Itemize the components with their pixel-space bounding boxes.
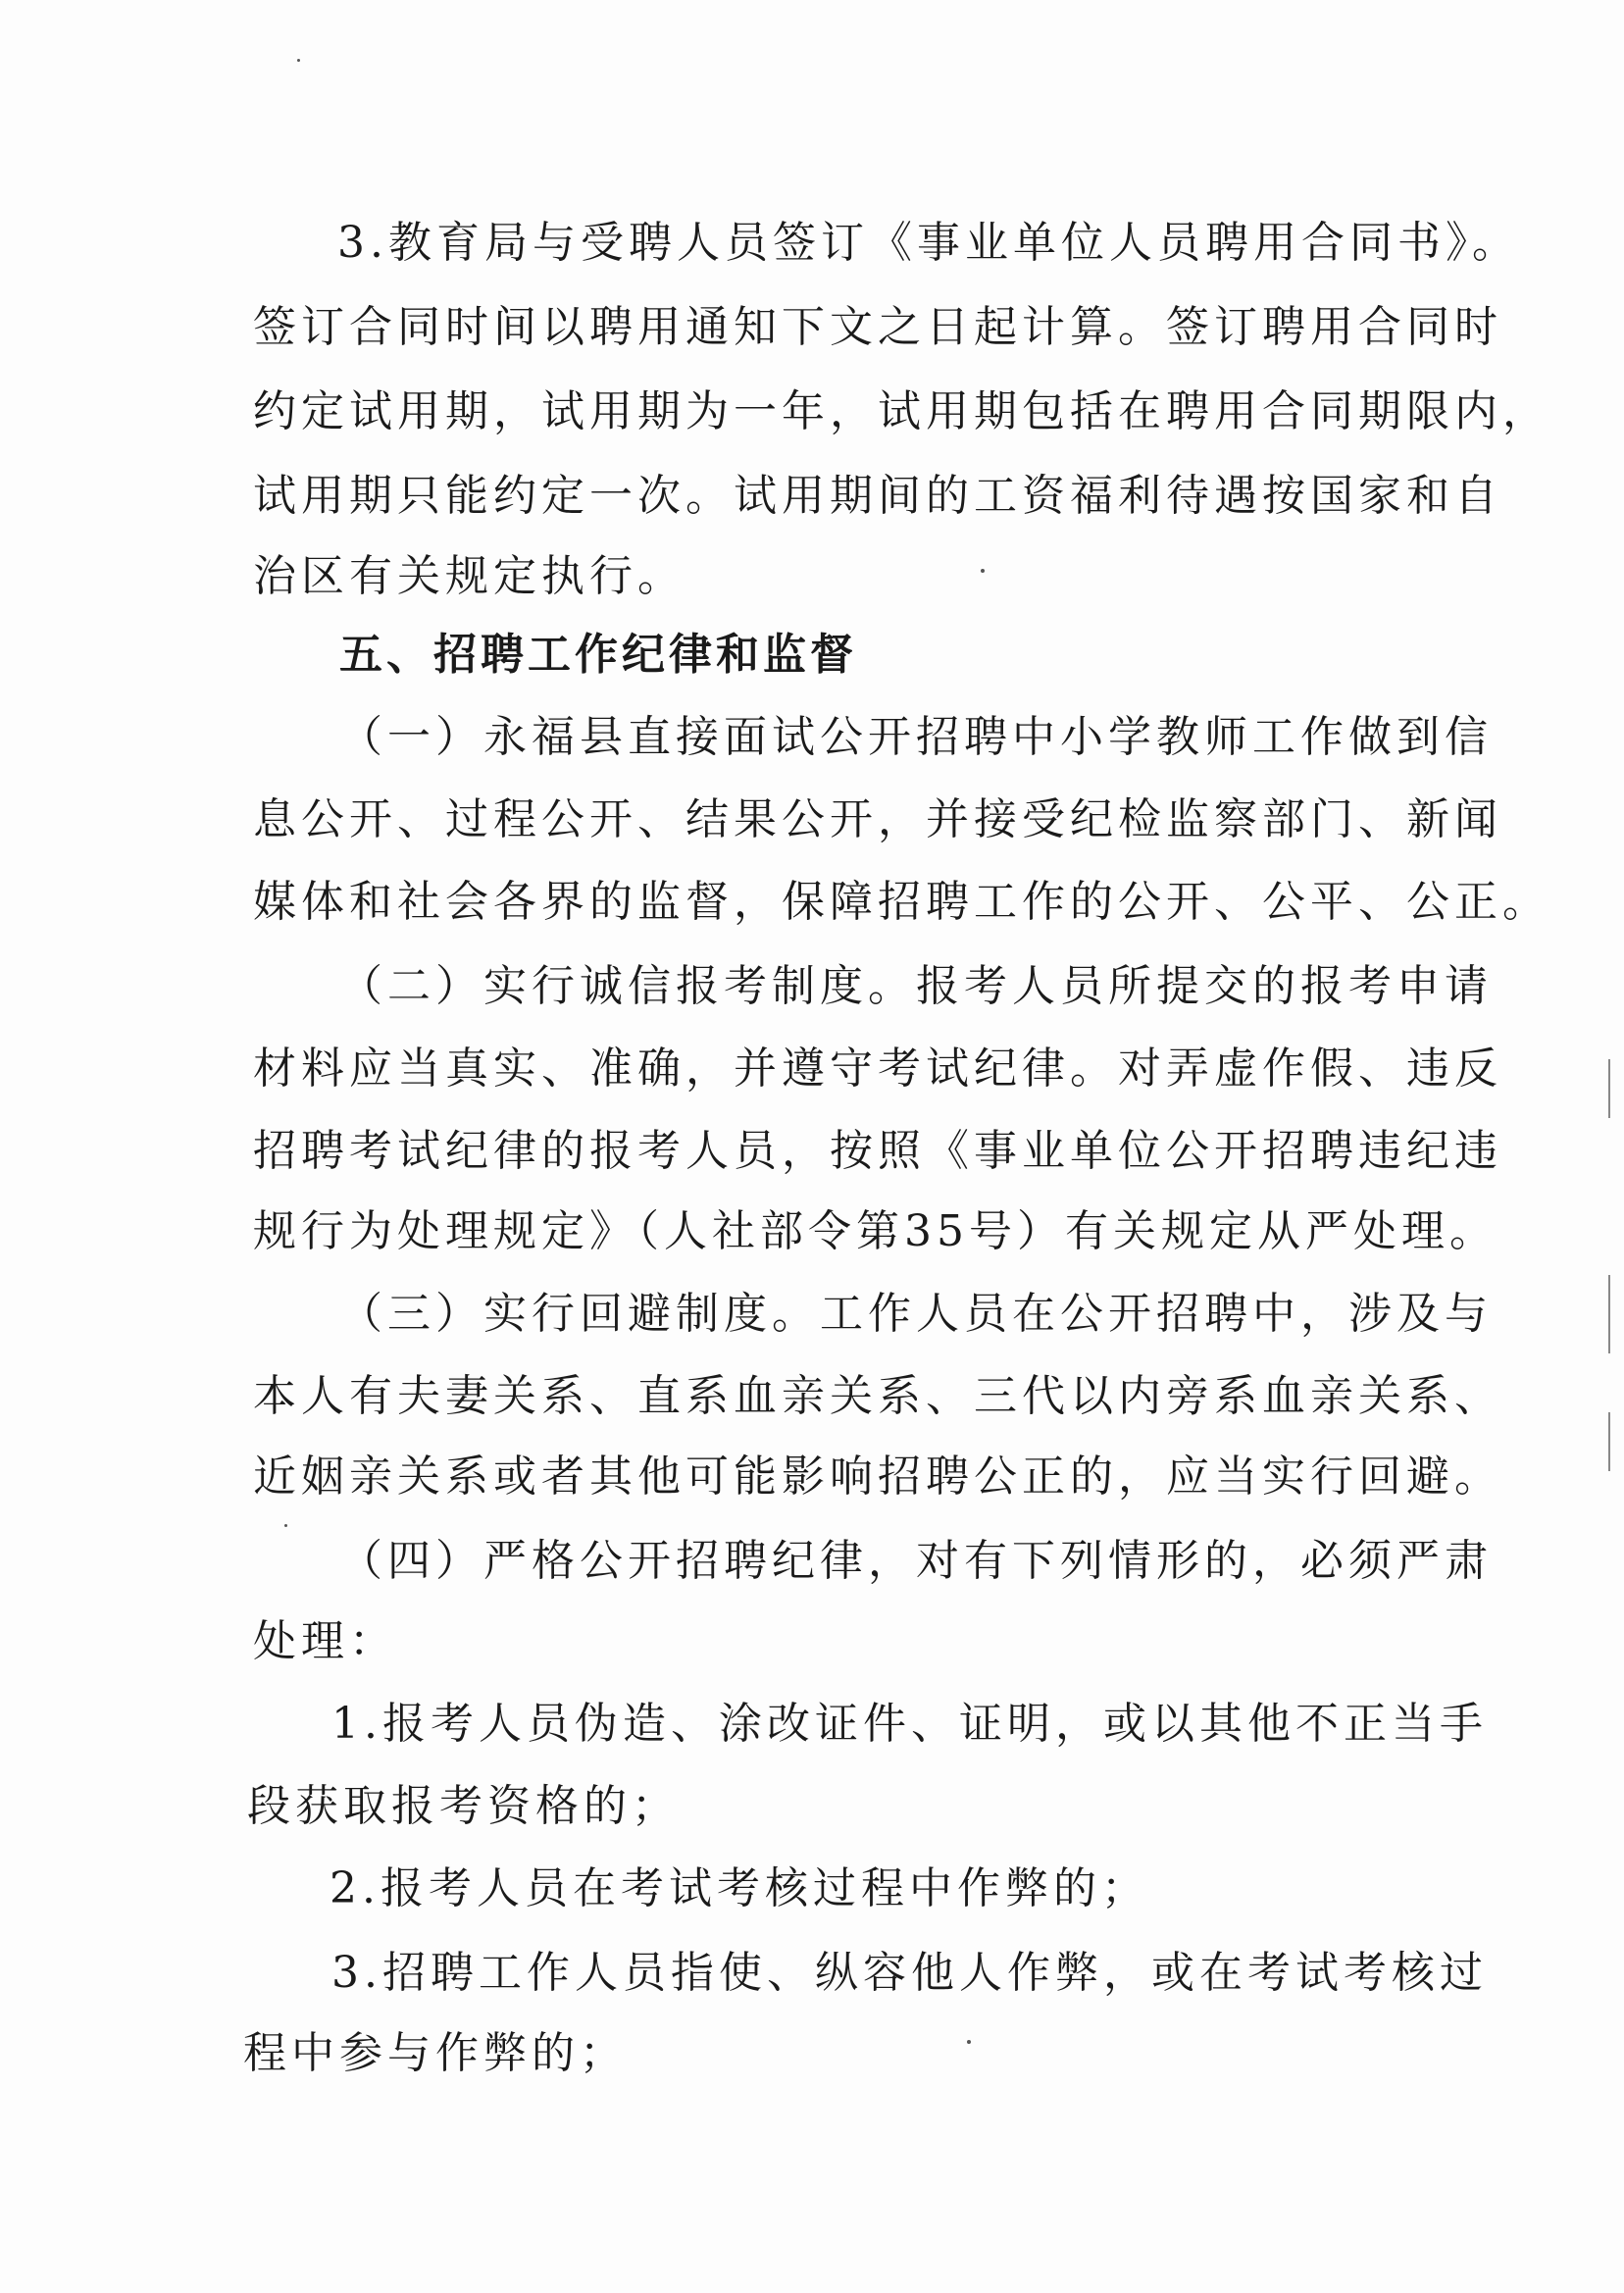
paragraph-line: （四）严格公开招聘纪律，对有下列情形的，必须严肃: [339, 1536, 1493, 1586]
paragraph-line: 试用期只能约定一次。试用期间的工资福利待遇按国家和自: [253, 471, 1502, 521]
paragraph-line: 媒体和社会各界的监督，保障招聘工作的公开、公平、公正。: [253, 877, 1550, 927]
paragraph-line: （一）永福县直接面试公开招聘中小学教师工作做到信: [339, 712, 1493, 762]
paragraph-line: 治区有关规定执行。: [253, 551, 685, 601]
scan-edge-mark: [1608, 1059, 1610, 1118]
list-item: 3.招聘工作人员指使、纵容他人作弊，或在考试考核过: [331, 1948, 1488, 1998]
paragraph-line: 3.教育局与受聘人员签订《事业单位人员聘用合同书》。: [337, 218, 1520, 268]
list-item-continuation: 段获取报考资格的；: [247, 1781, 680, 1831]
list-item: 2.报考人员在考试考核过程中作弊的；: [330, 1863, 1149, 1913]
paragraph-line: 材料应当真实、准确，并遵守考试纪律。对弄虚作假、违反: [253, 1044, 1502, 1094]
scan-speck: [297, 59, 300, 62]
paragraph-line: （三）实行回避制度。工作人员在公开招聘中，涉及与: [339, 1289, 1493, 1339]
paragraph-line: （二）实行诚信报考制度。报考人员所提交的报考申请: [339, 961, 1493, 1011]
list-item-continuation: 程中参与作弊的；: [243, 2028, 628, 2078]
paragraph-line: 约定试用期，试用期为一年，试用期包括在聘用合同期限内，: [253, 386, 1550, 436]
paragraph-line: 招聘考试纪律的报考人员，按照《事业单位公开招聘违纪违: [253, 1126, 1502, 1176]
scan-edge-mark: [1608, 1412, 1610, 1471]
section-heading: 五、招聘工作纪律和监督: [339, 630, 857, 680]
paragraph-line: 本人有夫妻关系、直系血亲关系、三代以内旁系血亲关系、: [253, 1371, 1502, 1421]
paragraph-line: 息公开、过程公开、结果公开，并接受纪检监察部门、新闻: [253, 794, 1502, 844]
scan-speck: [967, 2040, 971, 2044]
paragraph-line: 近姻亲关系或者其他可能影响招聘公正的，应当实行回避。: [253, 1452, 1502, 1502]
scan-speck: [284, 1524, 287, 1527]
paragraph-line: 签订合同时间以聘用通知下文之日起计算。签订聘用合同时: [253, 302, 1502, 352]
paragraph-line: 处理：: [253, 1616, 397, 1666]
scan-edge-mark: [1608, 1275, 1610, 1353]
list-item: 1.报考人员伪造、涂改证件、证明，或以其他不正当手: [331, 1699, 1488, 1749]
paragraph-line: 规行为处理规定》（人社部令第35号）有关规定从严处理。: [253, 1206, 1497, 1256]
scan-speck: [981, 569, 985, 573]
